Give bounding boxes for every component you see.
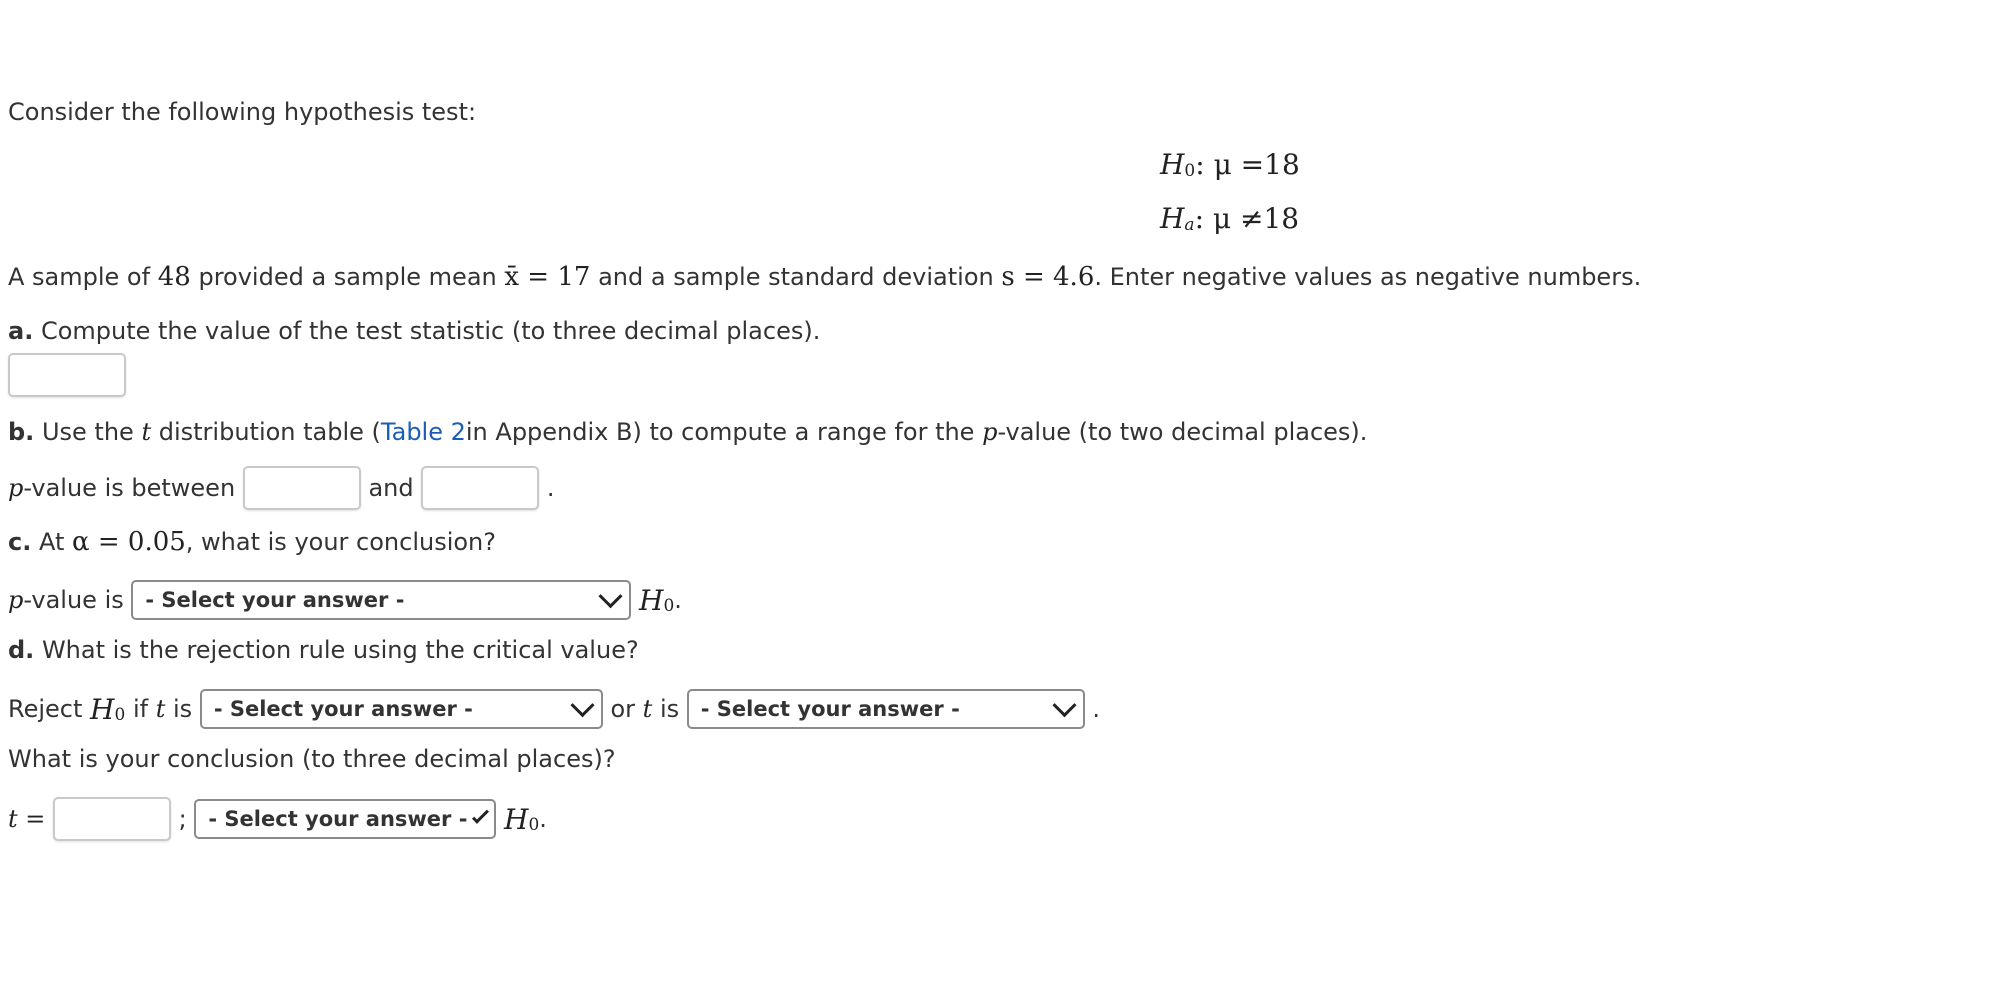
rejection-rule-select-2[interactable]: - Select your answer - xyxy=(687,689,1085,729)
p-value-conclusion-select[interactable]: - Select your answer - xyxy=(131,580,631,620)
table-2-link[interactable]: Table 2 xyxy=(380,418,466,446)
part-d-question: d. What is the rejection rule using the critical value? xyxy=(8,636,639,664)
p-value-upper-input[interactable] xyxy=(421,466,539,510)
null-hypothesis: H 0 : μ = 18 xyxy=(1160,148,1300,181)
p-value-conclusion-row: p -value is - Select your answer - H 0 . xyxy=(8,580,682,620)
intro-text: Consider the following hypothesis test: xyxy=(8,98,477,126)
conclusion-select[interactable]: - Select your answer - xyxy=(194,799,496,839)
alternative-hypothesis: H a : μ ≠ 18 xyxy=(1160,202,1300,235)
conclusion-row: t = ; - Select your answer - H 0 . xyxy=(8,797,547,841)
part-b-question: b. Use the t distribution table ( Table 2 in Appendix B) to compute a range for the p -value (to two decimal places). xyxy=(8,418,1368,446)
sample-description: A sample of 48 provided a sample mean x̄ = 17 and a sample standard deviation s = 4.6 . Enter negative values as negative numbers. xyxy=(8,262,1642,292)
part-a-question: a. Compute the value of the test statistic (to three decimal places). xyxy=(8,317,821,345)
rejection-rule-select-1[interactable]: - Select your answer - xyxy=(200,689,603,729)
rejection-rule-row: Reject H 0 if t is - Select your answer - or t is - Select your answer - . xyxy=(8,689,1100,729)
part-a-answer-row xyxy=(8,353,126,397)
test-statistic-input[interactable] xyxy=(8,353,126,397)
chevron-down-icon xyxy=(472,806,489,823)
t-value-input[interactable] xyxy=(53,797,171,841)
chevron-down-icon xyxy=(1052,693,1076,717)
chevron-down-icon xyxy=(599,584,623,608)
conclusion-question: What is your conclusion (to three decimal places)? xyxy=(8,745,616,773)
p-value-lower-input[interactable] xyxy=(243,466,361,510)
part-c-question: c. At α = 0.05 , what is your conclusion? xyxy=(8,527,497,557)
chevron-down-icon xyxy=(570,693,594,717)
p-value-range-row: p -value is between and . xyxy=(8,466,555,510)
